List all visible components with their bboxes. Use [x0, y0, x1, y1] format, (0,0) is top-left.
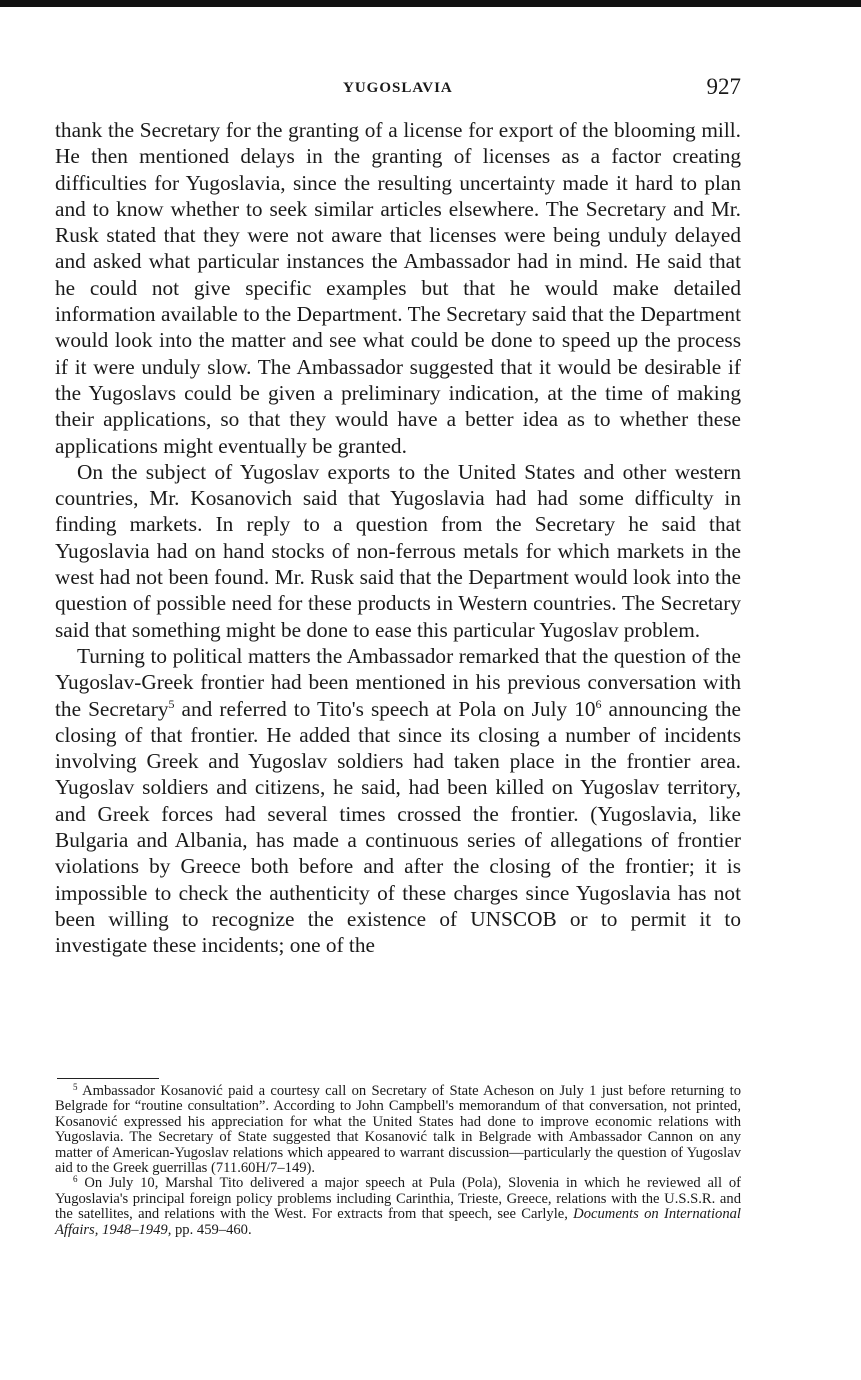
footnote-6-marker: 6 — [73, 1174, 78, 1185]
paragraph-3-part-2: and referred to Tito's speech at Pola on July 10 — [174, 696, 596, 721]
paragraph-2: On the subject of Yugoslav exports to the United States and other western countries, Mr. Kosanovich said that Yugoslavia had had some difficulty in finding markets. In reply to a question from the Secretary he said that Yugoslavia had on hand stocks of non-ferrous metals for which markets in the west had not been found. Mr. Rusk said that the Department would look into the question of possible need for these products in Western countries. The Secretary said that something might be done to ease this particular Yugoslav problem. — [55, 459, 741, 642]
footnote-6-text: On July 10, Marshal Tito delivered a major speech at Pula (Pola), Slovenia in which he reviewed all of Yugoslavia's principal foreign policy problems including Carinthia, Trieste, Greece, relations with the U.S.S.R. and the satellites, and relations with the West. For extracts from that speech, see Carlyle, — [55, 1175, 741, 1223]
footnote-ref-6[interactable]: 6 — [595, 696, 602, 711]
footnotes — [55, 1084, 741, 1238]
top-edge-rule — [0, 0, 861, 7]
footnote-6-pages: pp. 459–460. — [171, 1221, 252, 1238]
footnote-6-cited-title: Documents on International Affairs, 1948–1949, — [55, 1206, 741, 1238]
paragraph-3-part-1: Turning to political matters the Ambassador remarked that the question of the Yugoslav-Greek frontier had been mentioned in his previous conversation with the Secretary — [55, 643, 741, 721]
footnote-5-marker: 5 — [73, 1082, 78, 1093]
footnote-5-text: Ambassador Kosanović paid a courtesy call on Secretary of State Acheson on July 1 just before returning to Belgrade for “routine consultation”. According to John Campbell's memorandum of that conversation, not printed, Kosanović expressed his appreciation for what the United States had done to improve economic relations with Yugoslavia. The Secretary of State suggested that Kosanović talk in Belgrade with Ambassador Cannon on any matter of American-Yugoslav relations which appeared to warrant discussion—particularly the question of Yugoslav aid to the Greek guerrillas (711.60H/7–149). — [55, 1083, 742, 1177]
running-title: YUGOSLAVIA — [343, 80, 453, 96]
footnote-5 — [55, 1084, 741, 1176]
footnote-ref-5[interactable]: 5 — [168, 696, 175, 711]
running-header — [55, 74, 741, 104]
main-text — [55, 117, 741, 959]
footnote-6 — [55, 1176, 741, 1238]
paragraph-1: thank the Secretary for the granting of a license for export of the blooming mill. He then mentioned delays in the granting of licenses as a factor creating difficulties for Yugoslavia, since the resulting uncertainty made it hard to plan and to know whether to seek similar articles elsewhere. The Secretary and Mr. Rusk stated that they were not aware that licenses were being unduly delayed and asked what particular instances the Ambassador had in mind. He said that he could not give specific examples but that he would make detailed information available to the Department. The Secretary said that the Department would look into the matter and see what could be done to speed up the process if it were unduly slow. The Ambassador suggested that it would be desirable if the Yugoslavs could be given a preliminary indication, at the time of making their applications, so that they would have a better idea as to whether these applications might eventually be granted. — [55, 118, 741, 458]
paragraph-3-part-3: announcing the closing of that frontier. He added that since its closing a number of incidents involving Greek and Yugoslav soldiers had taken place in the frontier area. Yugoslav soldiers and citizens, he said, had been killed on Yugoslav territory, and Greek forces had several times crossed the frontier. (Yugoslavia, like Bulgaria and Albania, has made a continuous series of allegations of frontier violations by Greece both before and after the closing of the frontier; it is impossible to check the authenticity of these charges since Yugoslavia has not been willing to recognize the existence of UNSCOB or to permit it to investigate these incidents; one of the — [55, 696, 741, 958]
page-number: 927 — [706, 74, 741, 99]
paragraph-3 — [55, 643, 741, 959]
footnote-divider — [57, 1078, 159, 1079]
